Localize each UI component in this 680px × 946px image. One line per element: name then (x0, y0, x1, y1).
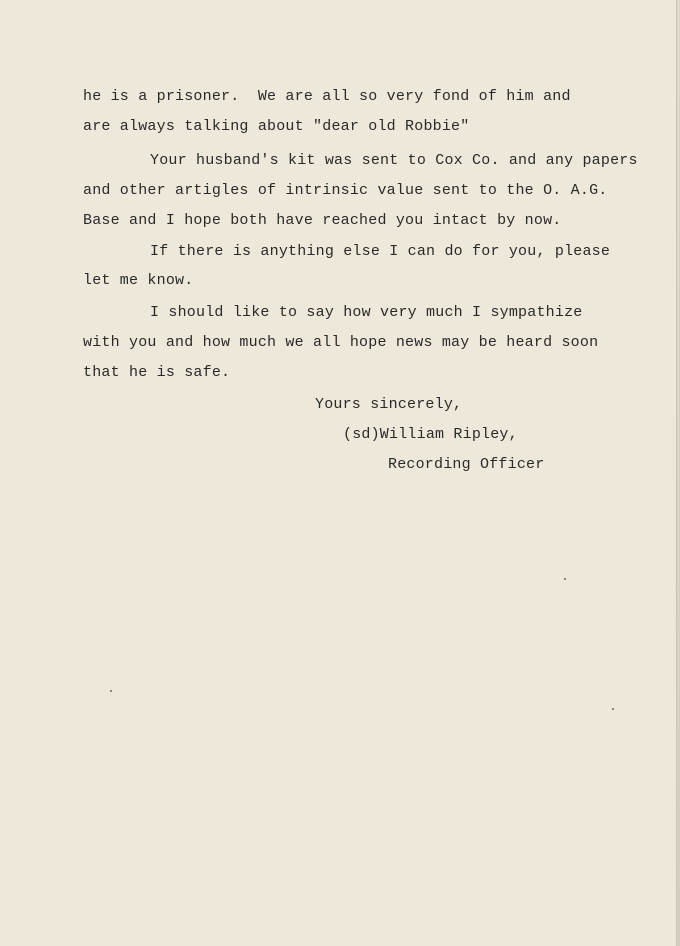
signature-line: (sd)William Ripley, (343, 426, 518, 443)
body-line-8: I should like to say how very much I sympathize (150, 304, 583, 321)
body-line-1: he is a prisoner. We are all so very fond of him and (83, 88, 571, 105)
body-line-3: Your husband's kit was sent to Cox Co. and any papers (150, 152, 638, 169)
signer-title: Recording Officer (388, 456, 545, 473)
closing-salutation: Yours sincerely, (315, 396, 463, 413)
paper-speck (612, 708, 614, 710)
body-line-6: If there is anything else I can do for you, please (150, 243, 611, 260)
body-line-7: let me know. (83, 272, 194, 289)
paper-speck (564, 578, 566, 580)
body-line-2: are always talking about "dear old Robbie" (83, 118, 470, 135)
body-line-5: Base and I hope both have reached you intact by now. (83, 212, 562, 229)
body-line-4: and other artigles of intrinsic value sent to the O. A.G. (83, 182, 608, 199)
body-line-9: with you and how much we all hope news may be heard soon (83, 334, 599, 351)
body-line-10: that he is safe. (83, 364, 231, 381)
paper-speck (110, 690, 112, 692)
